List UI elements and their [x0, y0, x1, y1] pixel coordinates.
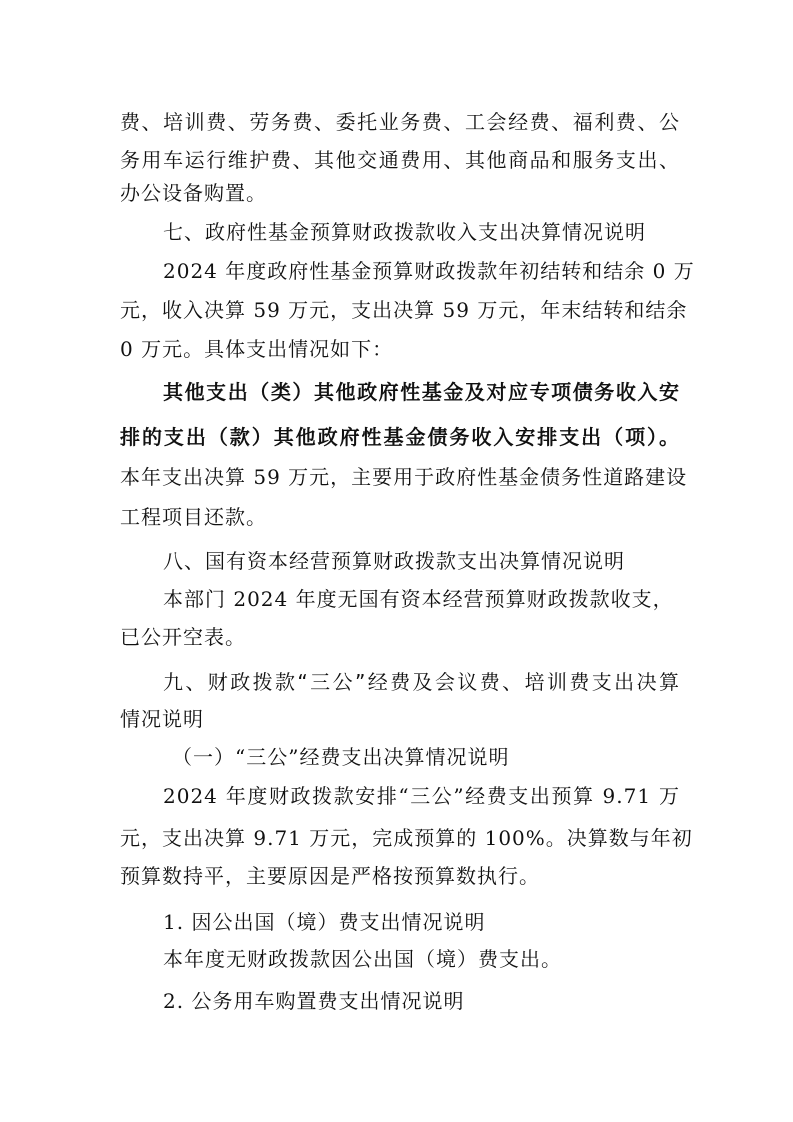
paragraph-line: 预算数持平，主要原因是严格按预算数执行。 — [120, 864, 540, 888]
list-item-1-heading: 1. 因公出国（境）费支出情况说明 — [163, 910, 486, 934]
paragraph-line: 元，收入决算 59 万元，支出决算 59 万元，年末结转和结余 — [120, 298, 688, 322]
paragraph-line: 本年度无财政拨款因公出国（境）费支出。 — [163, 947, 562, 971]
paragraph-line: 元，支出决算 9.71 万元，完成预算的 100%。决算数与年初 — [120, 826, 693, 850]
subsection-heading: （一）“三公”经费支出决算情况说明 — [172, 745, 510, 769]
section-heading-9-cont: 情况说明 — [120, 707, 204, 731]
section-heading-9: 九、财政拨款“三公”经费及会议费、培训费支出决算 — [163, 670, 680, 694]
list-item-2-heading: 2. 公务用车购置费支出情况说明 — [163, 989, 465, 1013]
paragraph-line: 已公开空表。 — [120, 625, 246, 649]
paragraph-line: 工程项目还款。 — [120, 505, 267, 529]
paragraph-line: 2024 年度财政拨款安排“三公”经费支出预算 9.71 万 — [163, 784, 680, 808]
paragraph-line: 办公设备购置。 — [120, 181, 267, 205]
bold-expenditure-line: 排的支出（款）其他政府性基金债务收入安排支出（项）。 — [120, 425, 680, 449]
bold-expenditure-line: 其他支出（类）其他政府性基金及对应专项债务收入安 — [163, 380, 680, 404]
section-heading-8: 八、国有资本经营预算财政拨款支出决算情况说明 — [163, 549, 625, 573]
paragraph-line: 本部门 2024 年度无国有资本经营预算财政拨款收支， — [163, 587, 674, 611]
paragraph-line: 务用车运行维护费、其他交通费用、其他商品和服务支出、 — [120, 148, 680, 172]
paragraph-line: 2024 年度政府性基金预算财政拨款年初结转和结余 0 万 — [163, 259, 695, 283]
section-heading-7: 七、政府性基金预算财政拨款收入支出决算情况说明 — [163, 220, 646, 244]
paragraph-line: 本年支出决算 59 万元，主要用于政府性基金债务性道路建设 — [120, 465, 688, 489]
paragraph-line: 费、培训费、劳务费、委托业务费、工会经费、福利费、公 — [120, 110, 680, 134]
paragraph-line: 0 万元。具体支出情况如下： — [120, 337, 394, 361]
